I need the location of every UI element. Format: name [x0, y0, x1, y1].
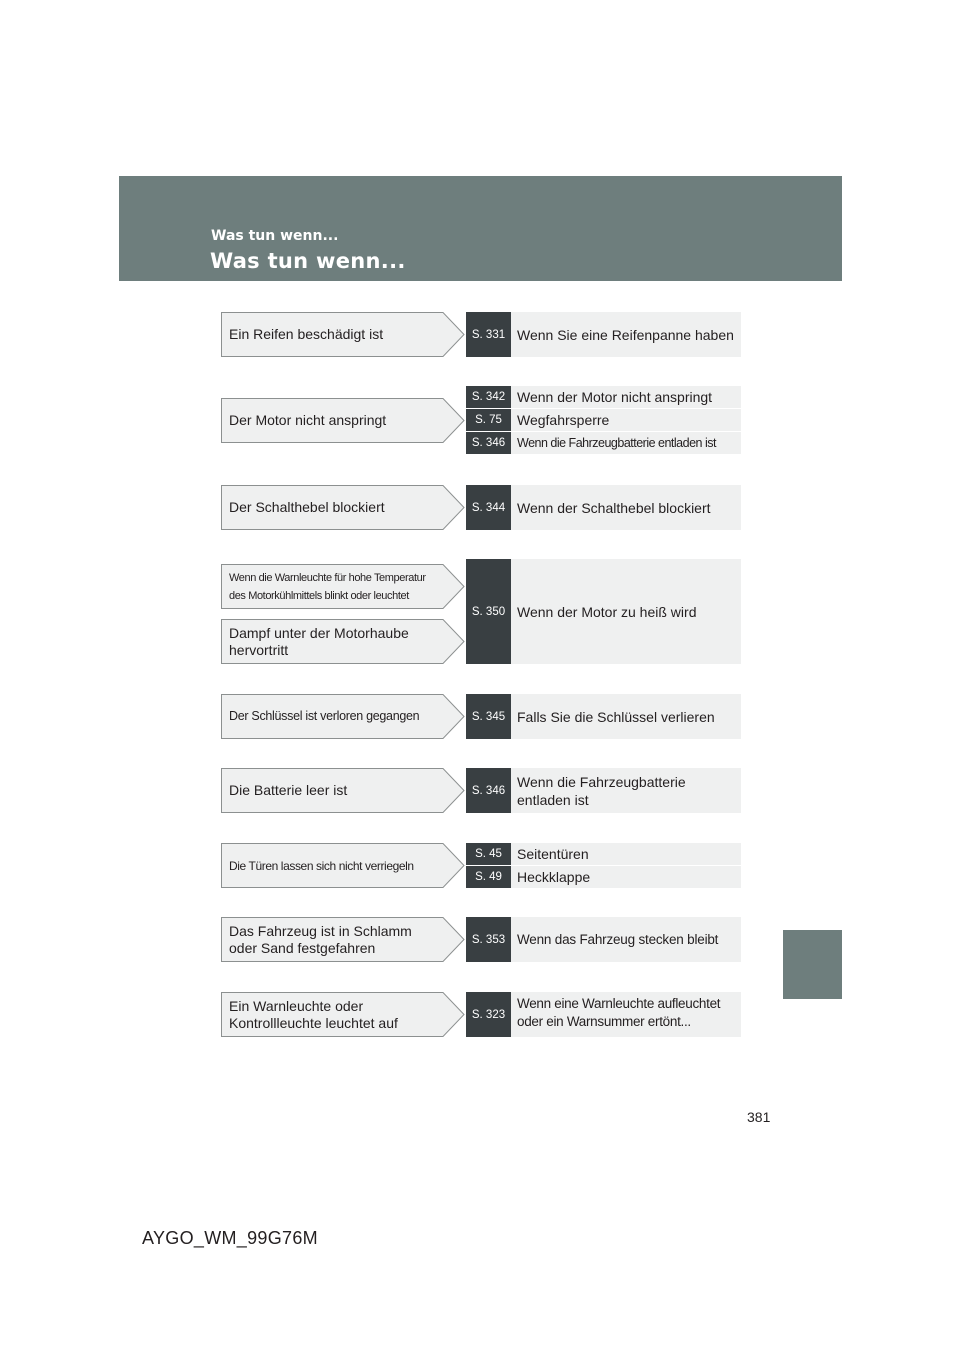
reference-row[interactable]: [466, 559, 741, 664]
reference-text: Wenn die Fahrzeugbatterie entladen ist: [517, 436, 716, 450]
reference-row[interactable]: [466, 768, 741, 813]
reference-text: Wegfahrsperre: [517, 412, 610, 428]
reference-row[interactable]: [466, 694, 741, 739]
page-number: 381: [747, 1109, 771, 1125]
reference-row[interactable]: [466, 432, 741, 454]
reference-text: Seitentüren: [517, 846, 589, 862]
reference-row[interactable]: [466, 409, 741, 431]
cause-box: [221, 312, 465, 357]
section-header: [119, 176, 842, 281]
reference-text: Wenn der Motor nicht anspringt: [517, 389, 713, 405]
page-reference[interactable]: S. 49: [466, 866, 511, 888]
section-label: Was tun wenn...: [211, 228, 339, 244]
cause-box: [221, 992, 465, 1037]
cause-box: [221, 694, 465, 739]
page-reference[interactable]: S. 346: [466, 432, 511, 454]
page-title: Was tun wenn...: [210, 249, 406, 273]
reference-text: Wenn der Motor zu heiß wird: [517, 603, 697, 620]
cause-text: Ein Reifen beschädigt ist: [229, 326, 384, 342]
reference-row[interactable]: [466, 312, 741, 357]
cause-box: [221, 485, 465, 530]
cause-text: Das Fahrzeug ist in Schlamm oder Sand festgefahren: [229, 922, 412, 956]
cause-box: [221, 398, 465, 443]
reference-row[interactable]: [466, 485, 741, 530]
document-id: AYGO_WM_99G76M: [142, 1228, 318, 1248]
reference-row[interactable]: [466, 992, 741, 1037]
page-reference[interactable]: S. 323: [466, 992, 511, 1037]
cause-text: Der Motor nicht anspringt: [229, 412, 387, 428]
reference-text: Wenn Sie eine Reifenpanne haben: [517, 326, 734, 343]
cause-box: [221, 768, 465, 813]
cause-box: [221, 917, 465, 962]
reference-text: Wenn das Fahrzeug stecken bleibt: [517, 931, 719, 947]
cause-box: [221, 619, 465, 664]
page-reference[interactable]: S. 75: [466, 409, 511, 431]
reference-row[interactable]: [466, 917, 741, 962]
page-reference[interactable]: S. 344: [466, 485, 511, 530]
page-reference[interactable]: S. 350: [466, 559, 511, 664]
cause-box: [221, 843, 465, 888]
page-reference[interactable]: S. 345: [466, 694, 511, 739]
reference-row[interactable]: [466, 843, 741, 865]
reference-row[interactable]: [466, 386, 741, 408]
cause-text: Ein Warnleuchte oder Kontrollleuchte leuchtet auf: [229, 997, 398, 1031]
reference-text: Wenn eine Warnleuchte aufleuchtet oder ein Warnsummer ertönt...: [517, 996, 721, 1029]
page-reference[interactable]: S. 45: [466, 843, 511, 865]
cause-text: Die Batterie leer ist: [229, 782, 348, 798]
cause-text: Der Schlüssel ist verloren gegangen: [229, 709, 420, 723]
reference-row[interactable]: [466, 866, 741, 888]
cause-text: Der Schalthebel blockiert: [229, 499, 385, 515]
cause-text: Wenn die Warnleuchte für hohe Temperatur des Motorkühlmittels blinkt oder leuchtet: [229, 571, 426, 602]
page-reference[interactable]: S. 342: [466, 386, 511, 408]
reference-text: Falls Sie die Schlüssel verlieren: [517, 708, 715, 725]
page-reference[interactable]: S. 353: [466, 917, 511, 962]
reference-text: Wenn die Fahrzeugbatterie entladen ist: [517, 773, 686, 808]
cause-box: [221, 564, 465, 609]
page-reference[interactable]: S. 331: [466, 312, 511, 357]
cause-text: Die Türen lassen sich nicht verriegeln: [229, 858, 414, 873]
reference-text: Heckklappe: [517, 869, 591, 885]
reference-text: Wenn der Schalthebel blockiert: [517, 499, 711, 516]
cause-text: Dampf unter der Motorhaube hervortritt: [229, 624, 409, 658]
chapter-tab: [783, 930, 842, 999]
page-reference[interactable]: S. 346: [466, 768, 511, 813]
